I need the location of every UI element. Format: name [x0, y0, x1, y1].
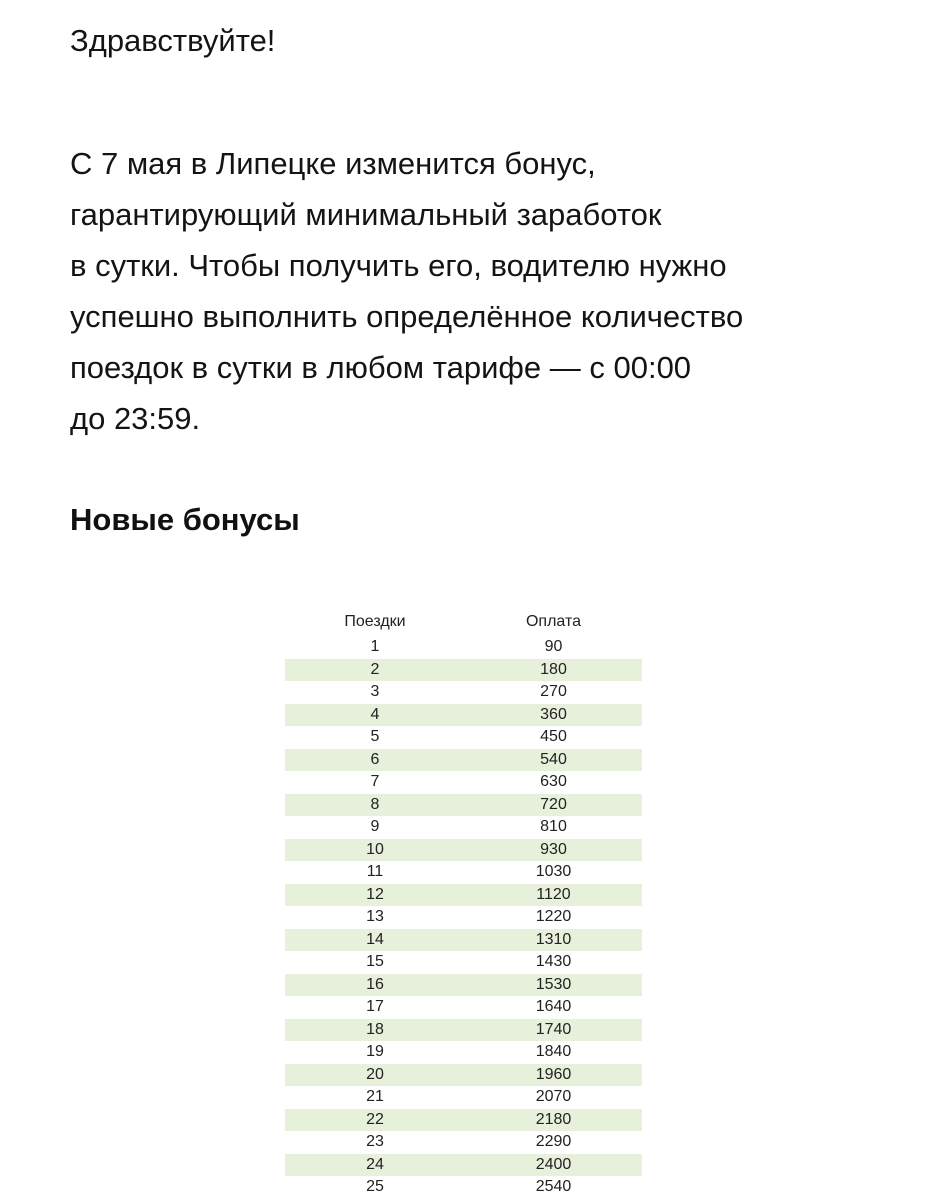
cell-payment: 450 [540, 728, 567, 745]
table-row [285, 974, 642, 997]
table-row [285, 1086, 642, 1109]
cell-trips: 5 [370, 728, 380, 745]
cell-payment: 2540 [535, 1178, 572, 1195]
table-row [285, 1041, 642, 1064]
cell-payment: 1430 [535, 953, 572, 970]
cell-trips: 9 [370, 818, 380, 835]
cell-payment: 1120 [465, 884, 642, 907]
cell-trips: 7 [370, 773, 380, 790]
cell-trips: 16 [285, 974, 465, 997]
cell-trips: 4 [285, 704, 465, 727]
paragraph-line: до 23:59. [70, 401, 201, 436]
table-header-row [285, 608, 642, 636]
table-row [285, 929, 642, 952]
cell-trips: 22 [285, 1109, 465, 1132]
cell-payment: 360 [465, 704, 642, 727]
cell-payment: 2400 [465, 1154, 642, 1177]
table-row [285, 1109, 642, 1132]
paragraph-line: успешно выполнить определённое количество [70, 299, 744, 334]
paragraph-line: поездок в сутки в любом тарифе — с 00:00 [70, 350, 692, 385]
cell-payment: 90 [544, 638, 563, 655]
cell-payment: 630 [540, 773, 567, 790]
table-body [285, 636, 642, 1199]
cell-trips: 18 [285, 1019, 465, 1042]
cell-payment: 930 [465, 839, 642, 862]
table-row [285, 749, 642, 772]
table-row [285, 1019, 642, 1042]
cell-payment: 1030 [535, 863, 572, 880]
table-row [285, 1154, 642, 1177]
cell-trips: 25 [366, 1178, 384, 1195]
section-title: Новые бонусы [70, 502, 300, 537]
cell-trips: 12 [285, 884, 465, 907]
cell-payment: 2180 [465, 1109, 642, 1132]
table-row [285, 704, 642, 727]
cell-payment: 1530 [465, 974, 642, 997]
header-trips: Поездки [344, 613, 406, 630]
cell-payment: 1220 [535, 908, 572, 925]
cell-payment: 1640 [535, 998, 572, 1015]
cell-trips: 8 [285, 794, 465, 817]
cell-payment: 2290 [535, 1133, 572, 1150]
table-row [285, 771, 642, 794]
cell-payment: 1740 [465, 1019, 642, 1042]
table-row [285, 1064, 642, 1087]
table-row [285, 659, 642, 682]
table-row [285, 1131, 642, 1154]
table-row [285, 681, 642, 704]
cell-payment: 540 [465, 749, 642, 772]
cell-trips: 13 [366, 908, 384, 925]
cell-trips: 1 [370, 638, 380, 655]
table-row [285, 794, 642, 817]
cell-trips: 3 [370, 683, 380, 700]
table-row [285, 906, 642, 929]
table-row [285, 996, 642, 1019]
cell-payment: 2070 [535, 1088, 572, 1105]
table-row [285, 839, 642, 862]
intro-paragraph [70, 138, 890, 444]
cell-payment: 1310 [465, 929, 642, 952]
paragraph-line: С 7 мая в Липецке изменится бонус, [70, 146, 596, 181]
table-row [285, 636, 642, 659]
cell-trips: 19 [366, 1043, 384, 1060]
bonus-table [285, 608, 642, 1199]
cell-payment: 270 [540, 683, 567, 700]
cell-payment: 1840 [535, 1043, 572, 1060]
cell-payment: 720 [465, 794, 642, 817]
cell-trips: 24 [285, 1154, 465, 1177]
cell-payment: 1960 [465, 1064, 642, 1087]
greeting: Здравствуйте! [70, 23, 276, 58]
table-row [285, 861, 642, 884]
cell-trips: 11 [366, 863, 384, 880]
cell-payment: 180 [465, 659, 642, 682]
cell-trips: 6 [285, 749, 465, 772]
table-row [285, 951, 642, 974]
cell-trips: 10 [285, 839, 465, 862]
header-payment: Оплата [525, 613, 582, 630]
cell-trips: 15 [366, 953, 384, 970]
table-row [285, 884, 642, 907]
cell-trips: 21 [366, 1088, 384, 1105]
table-row [285, 1176, 642, 1199]
cell-payment: 810 [540, 818, 567, 835]
cell-trips: 2 [285, 659, 465, 682]
paragraph-line: в сутки. Чтобы получить его, водителю нужно [70, 248, 727, 283]
table-row [285, 726, 642, 749]
paragraph-line: гарантирующий минимальный заработок [70, 197, 662, 232]
cell-trips: 23 [366, 1133, 384, 1150]
cell-trips: 14 [285, 929, 465, 952]
table-row [285, 816, 642, 839]
cell-trips: 20 [285, 1064, 465, 1087]
cell-trips: 17 [366, 998, 384, 1015]
